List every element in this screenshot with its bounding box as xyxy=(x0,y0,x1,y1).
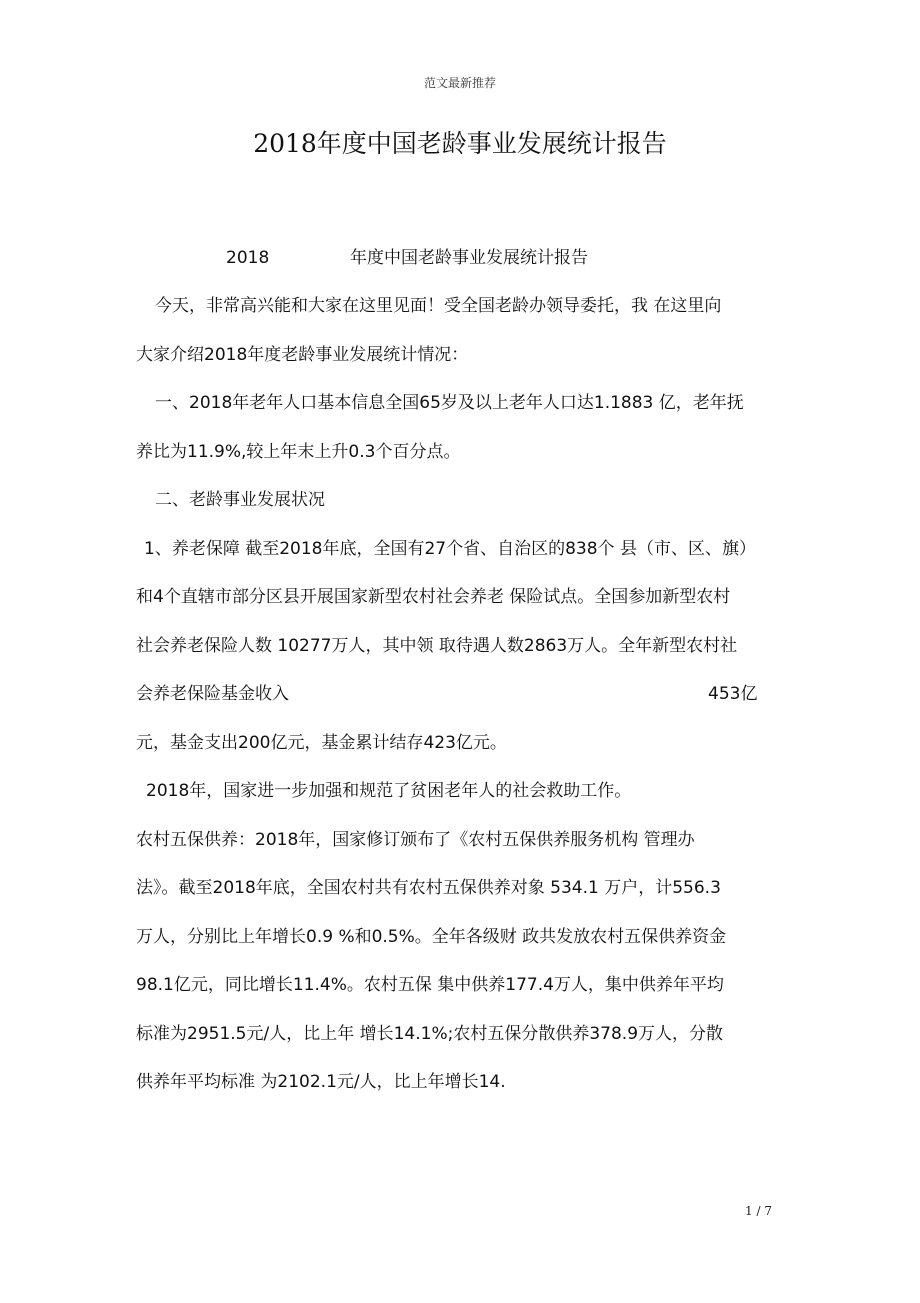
paragraph-line: 标准为2951.5元/人，比上年 增长14.1%;农村五保分散供养378.9万人，分散 xyxy=(136,1024,724,1044)
paragraph-line: 98.1亿元，同比增长11.4%。农村五保 集中供养177.4万人，集中供养年平均 xyxy=(136,975,724,995)
paragraph-line: 法》。截至2018年底，全国农村共有农村五保供养对象 534.1 万户，计556.3 xyxy=(136,878,721,898)
paragraph-line: 1、养老保障 截至2018年底，全国有27个省、自治区的838个 县（市、区、旗） xyxy=(144,539,756,559)
paragraph-line: 万人，分别比上年增长0.9 %和0.5%。全年各级财 政共发放农村五保供养资金 xyxy=(136,927,727,947)
paragraph-line: 会养老保险基金收入 xyxy=(136,684,289,704)
paragraph-line: 供养年平均标准 为2102.1元/人，比上年增长14. xyxy=(136,1072,506,1092)
subtitle-year: 2018 xyxy=(226,248,270,268)
paragraph-line: 一、2018年老年人口基本信息全国65岁及以上老年人口达1.1883 亿，老年抚 xyxy=(155,393,744,413)
paragraph-line: 今天，非常高兴能和大家在这里见面！受全国老龄办领导委托，我 在这里向 xyxy=(155,296,722,316)
paragraph-line: 大家介绍2018年度老龄事业发展统计情况： xyxy=(136,345,469,365)
section-heading: 二、老龄事业发展状况 xyxy=(155,490,325,510)
page-header: 范文最新推荐 xyxy=(423,76,496,90)
paragraph-line: 2018年，国家进一步加强和规范了贫困老年人的社会救助工作。 xyxy=(146,781,632,801)
paragraph-line: 和4个直辖市部分区县开展国家新型农村社会养老 保险试点。全国参加新型农村 xyxy=(136,587,731,607)
subtitle-text: 年度中国老龄事业发展统计报告 xyxy=(350,248,588,268)
document-title: 2018年度中国老龄事业发展统计报告 xyxy=(253,129,667,158)
page-number: 1 / 7 xyxy=(745,1204,772,1218)
paragraph-line: 养比为11.9%,较上年末上升0.3个百分点。 xyxy=(136,442,461,462)
paragraph-line: 社会养老保险人数 10277万人，其中领 取待遇人数2863万人。全年新型农村社 xyxy=(136,636,738,656)
paragraph-line: 农村五保供养：2018年，国家修订颁布了《农村五保供养服务机构 管理办 xyxy=(136,830,695,850)
paragraph-line: 元，基金支出200亿元，基金累计结存423亿元。 xyxy=(136,733,507,753)
paragraph-line-amount: 453亿 xyxy=(708,684,758,704)
